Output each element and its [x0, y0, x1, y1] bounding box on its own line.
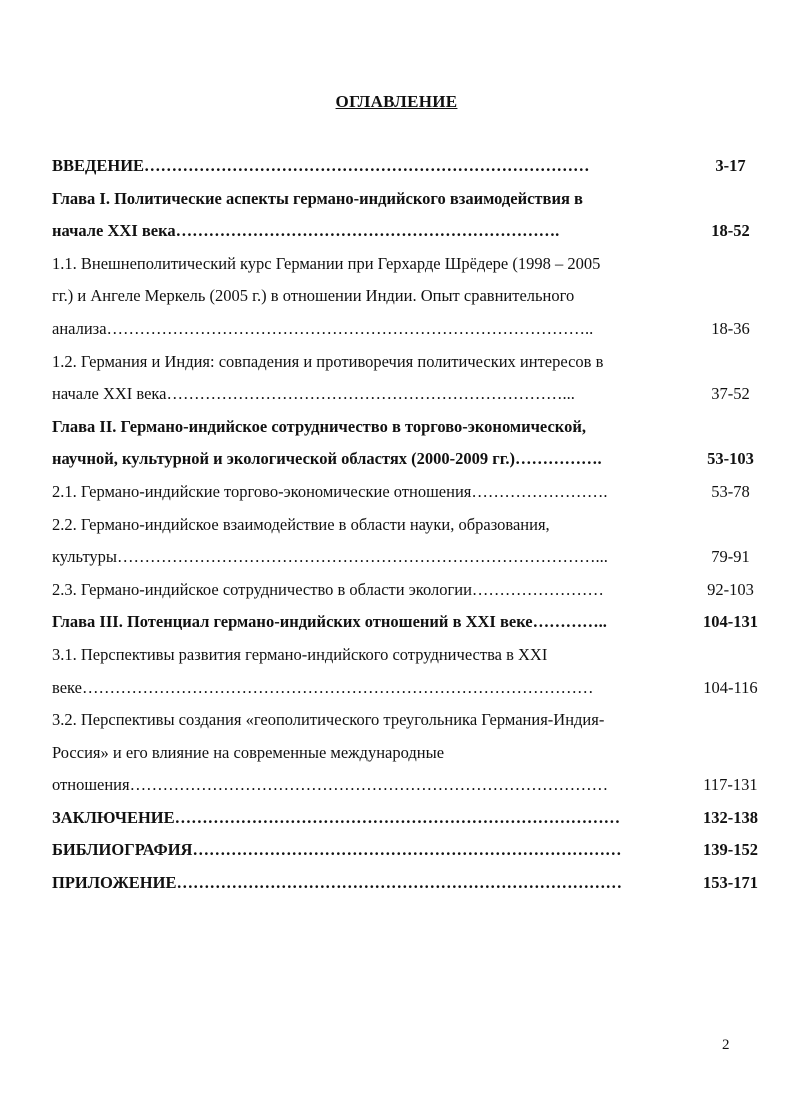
- toc-entry-text: Глава I. Политические аспекты германо-индийского взаимодействия в: [52, 188, 583, 208]
- toc-page-number: 3-17: [715, 156, 746, 175]
- toc-entry-text: гг.) и Ангеле Меркель (2005 г.) в отношении Индии. Опыт сравнительного: [52, 286, 575, 306]
- toc-entry-section-3-1: [52, 639, 768, 672]
- toc-entry-chapter-2-cont: [52, 443, 768, 476]
- toc-page-number: 104-131: [703, 612, 758, 632]
- toc-entry-text: Глава II. Германо-индийское сотрудничество в торгово-экономической,: [52, 416, 586, 436]
- toc-entry-section-1-2: [52, 346, 768, 379]
- toc-entry-section-1-1-cont: [52, 280, 768, 313]
- toc-entry-text: 2.2. Германо-индийское взаимодействие в области науки, образования,: [52, 514, 550, 534]
- toc-entry-section-3-2-cont: [52, 737, 768, 770]
- toc-entry-section-2-2: [52, 509, 768, 542]
- toc-entry-text: начале XXI века………………………………………………………………...: [52, 384, 575, 404]
- toc-entry-section-2-1: [52, 476, 768, 509]
- toc-entry-text: 1.1. Внешнеполитический курс Германии при Герхарде Шрёдере (1998 – 2005: [52, 253, 601, 273]
- toc-entry-text: 2.3. Германо-индийское сотрудничество в области экологии……………………: [52, 579, 604, 599]
- toc-entry-section-3-1-cont: [52, 672, 768, 705]
- toc-page-number: 139-152: [703, 840, 758, 860]
- toc-entry-section-3-2: [52, 704, 768, 737]
- toc-entry-section-1-1: [52, 248, 768, 281]
- toc-page-number: 18-36: [711, 318, 750, 338]
- toc-entry-text: научной, культурной и экологической областях (2000-2009 гг.)…………….: [52, 449, 602, 469]
- toc-entry-text: ВВЕДЕНИЕ………………………………………………………………………: [52, 156, 590, 175]
- toc-entry-conclusion: [52, 802, 768, 835]
- toc-entry-text: 1.2. Германия и Индия: совпадения и противоречия политических интересов в: [52, 351, 604, 371]
- toc-entry-text: Россия» и его влияние на современные международные: [52, 742, 445, 762]
- toc-entry-text: 2.1. Германо-индийские торгово-экономические отношения…………………….: [52, 481, 608, 501]
- toc-entry-text: культуры……………………………………………………………………………...: [52, 547, 608, 567]
- toc-entry-intro: [52, 150, 768, 183]
- toc-entry-text: БИБЛИОГРАФИЯ……………………………………………………………………: [52, 840, 622, 860]
- toc-entry-chapter-1-cont: [52, 215, 768, 248]
- toc-entry-text: анализа……………………………………………………………………………..: [52, 318, 594, 338]
- toc-entry-section-2-3: [52, 574, 768, 607]
- page-title: ОГЛАВЛЕНИЕ: [335, 92, 458, 111]
- toc-entry-appendix: [52, 867, 768, 900]
- toc-page-number: 153-171: [703, 873, 758, 893]
- toc-page-number: 92-103: [707, 579, 754, 599]
- toc-entry-section-2-2-cont: [52, 541, 768, 574]
- toc-entry-text: 3.2. Перспективы создания «геополитического треугольника Германия-Индия-: [52, 710, 605, 730]
- page-number: 2: [722, 1037, 730, 1053]
- table-of-contents: [52, 150, 768, 900]
- toc-entry-text: отношения……………………………………………………………………………: [52, 775, 609, 795]
- toc-entry-section-1-1-cont2: [52, 313, 768, 346]
- toc-page-number: 79-91: [711, 547, 750, 567]
- toc-entry-chapter-1: [52, 183, 768, 216]
- toc-entry-chapter-2: [52, 411, 768, 444]
- toc-entry-text: начале XXI века…………………………………………………………….: [52, 221, 560, 241]
- toc-page-number: 104-116: [703, 677, 758, 697]
- toc-page-number: 132-138: [703, 807, 758, 827]
- toc-page-number: 53-78: [711, 481, 750, 501]
- toc-entry-bibliography: [52, 834, 768, 867]
- toc-entry-text: 3.1. Перспективы развития германо-индийского сотрудничества в XXI: [52, 644, 548, 664]
- toc-page-number: 18-52: [711, 221, 750, 241]
- toc-entry-section-3-2-cont2: [52, 769, 768, 802]
- toc-entry-text: Глава III. Потенциал германо-индийских отношений в XXI веке…………..: [52, 612, 607, 632]
- toc-page-number: 37-52: [711, 384, 750, 404]
- toc-entry-section-1-2-cont: [52, 378, 768, 411]
- toc-page-number: 117-131: [703, 775, 758, 795]
- toc-entry-text: ЗАКЛЮЧЕНИЕ………………………………………………………………………: [52, 807, 621, 827]
- toc-entry-chapter-3: [52, 606, 768, 639]
- toc-entry-text: ПРИЛОЖЕНИЕ………………………………………………………………………: [52, 873, 622, 893]
- toc-page-number: 53-103: [707, 449, 754, 469]
- toc-entry-text: веке…………………………………………………………………………………: [52, 677, 594, 697]
